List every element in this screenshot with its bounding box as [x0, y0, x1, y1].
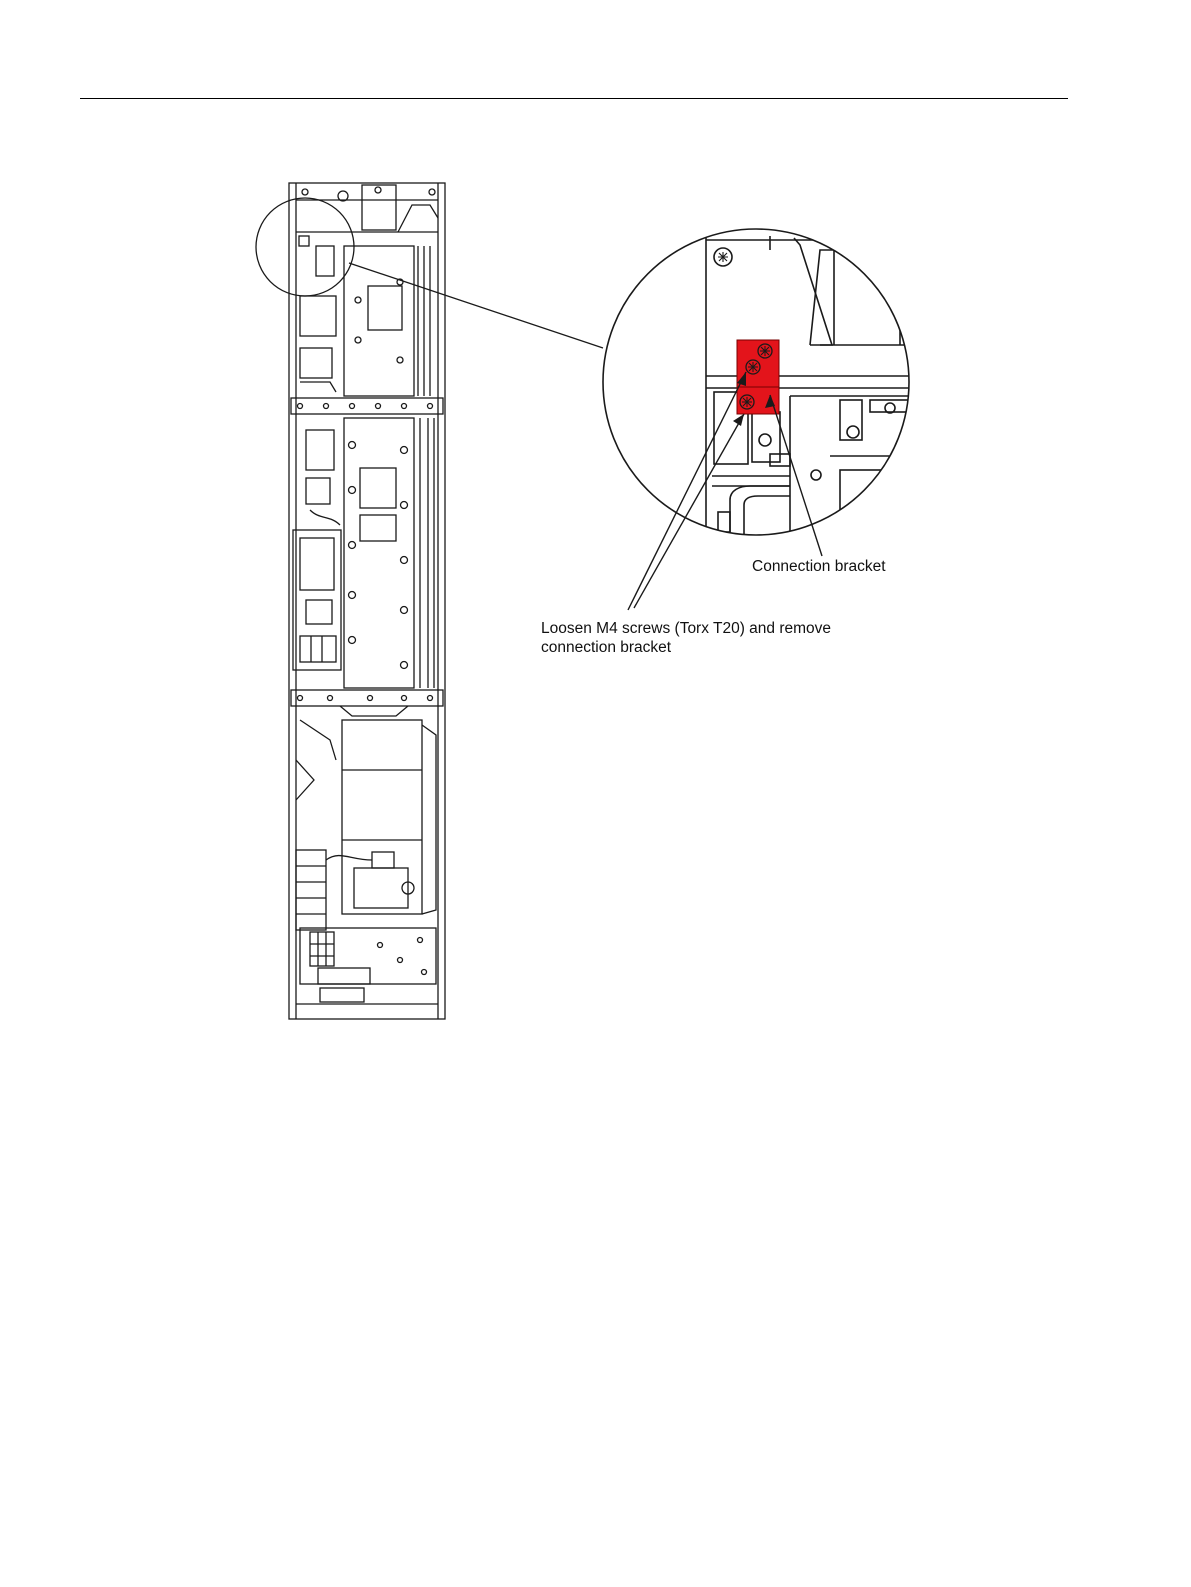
loosen-screws-line1: Loosen M4 screws (Torx T20) and remove: [541, 620, 832, 637]
connection-bracket-label: Connection bracket: [752, 558, 886, 575]
zoom-leader-line: [349, 263, 603, 348]
cabinet-unit: [289, 183, 445, 1019]
loosen-screws-label: [541, 619, 831, 657]
detail-circle: [256, 198, 354, 296]
loosen-screws-line2: connection bracket: [541, 639, 672, 656]
